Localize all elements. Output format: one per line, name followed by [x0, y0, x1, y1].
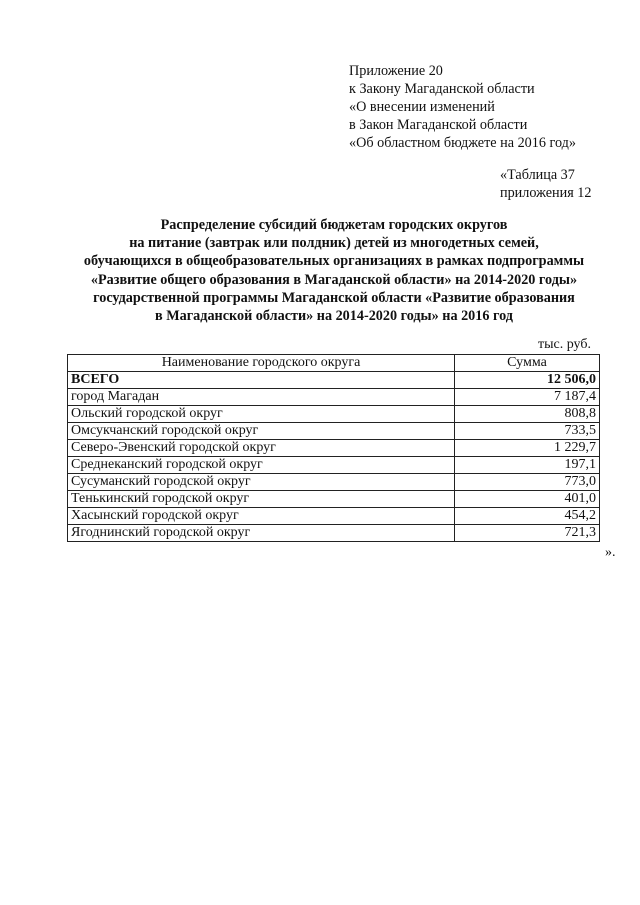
- district-sum: 721,3: [455, 525, 600, 542]
- total-value: 12 506,0: [455, 372, 600, 389]
- appendix-line: в Закон Магаданской области: [349, 117, 528, 133]
- header-sum: Сумма: [455, 355, 600, 372]
- table-reference-line: «Таблица 37: [500, 167, 575, 183]
- table-reference: [500, 166, 591, 202]
- table-row: [68, 457, 600, 474]
- title-line: на питание (завтрак или полдник) детей из многодетных семей,: [129, 235, 539, 252]
- district-sum: 401,0: [455, 491, 600, 508]
- district-sum: 808,8: [455, 406, 600, 423]
- document-title: [40, 216, 628, 325]
- table-header-row: [68, 355, 600, 372]
- table-row: [68, 508, 600, 525]
- appendix-line: «О внесении изменений: [349, 99, 495, 115]
- table-row: [68, 423, 600, 440]
- appendix-header: [349, 62, 576, 152]
- table-row: [68, 440, 600, 457]
- district-name: Ольский городской округ: [68, 406, 455, 423]
- district-sum: 7 187,4: [455, 389, 600, 406]
- table-row: [68, 491, 600, 508]
- district-name: Омсукчанский городской округ: [68, 423, 455, 440]
- title-line: обучающихся в общеобразовательных организациях в рамках подпрограммы: [83, 253, 585, 270]
- district-sum: 454,2: [455, 508, 600, 525]
- table-row: [68, 525, 600, 542]
- title-line: Распределение субсидий бюджетам городских округов: [160, 217, 508, 233]
- table-row: [68, 474, 600, 491]
- appendix-line: Приложение 20: [349, 63, 443, 79]
- appendix-line: «Об областном бюджете на 2016 год»: [349, 135, 576, 151]
- appendix-line: к Закону Магаданской области: [349, 81, 535, 97]
- district-name: Тенькинский городской округ: [68, 491, 455, 508]
- district-sum: 1 229,7: [455, 440, 600, 457]
- district-name: Среднеканский городской округ: [68, 457, 455, 474]
- title-line: государственной программы Магаданской области «Развитие образования: [93, 289, 575, 306]
- units-label: тыс. руб.: [538, 337, 591, 352]
- closing-quote-mark: ».: [605, 545, 616, 560]
- district-name: Северо-Эвенский городской округ: [68, 440, 455, 457]
- table-reference-line: приложения 12: [500, 185, 592, 201]
- district-name: Ягоднинский городской округ: [68, 525, 455, 542]
- district-name: Сусуманский городской округ: [68, 474, 455, 491]
- table-total-row: [68, 372, 600, 389]
- header-district-name: Наименование городского округа: [68, 355, 455, 372]
- district-sum: 733,5: [455, 423, 600, 440]
- table-row: [68, 406, 600, 423]
- title-line: «Развитие общего образования в Магаданской области» на 2014-2020 годы»: [90, 271, 578, 288]
- title-line: в Магаданской области» на 2014-2020 годы» на 2016 год: [155, 308, 513, 325]
- district-name: город Магадан: [68, 389, 455, 406]
- subsidy-table: [67, 354, 600, 542]
- table-row: [68, 389, 600, 406]
- total-label: ВСЕГО: [68, 372, 455, 389]
- district-sum: 773,0: [455, 474, 600, 491]
- district-sum: 197,1: [455, 457, 600, 474]
- district-name: Хасынский городской округ: [68, 508, 455, 525]
